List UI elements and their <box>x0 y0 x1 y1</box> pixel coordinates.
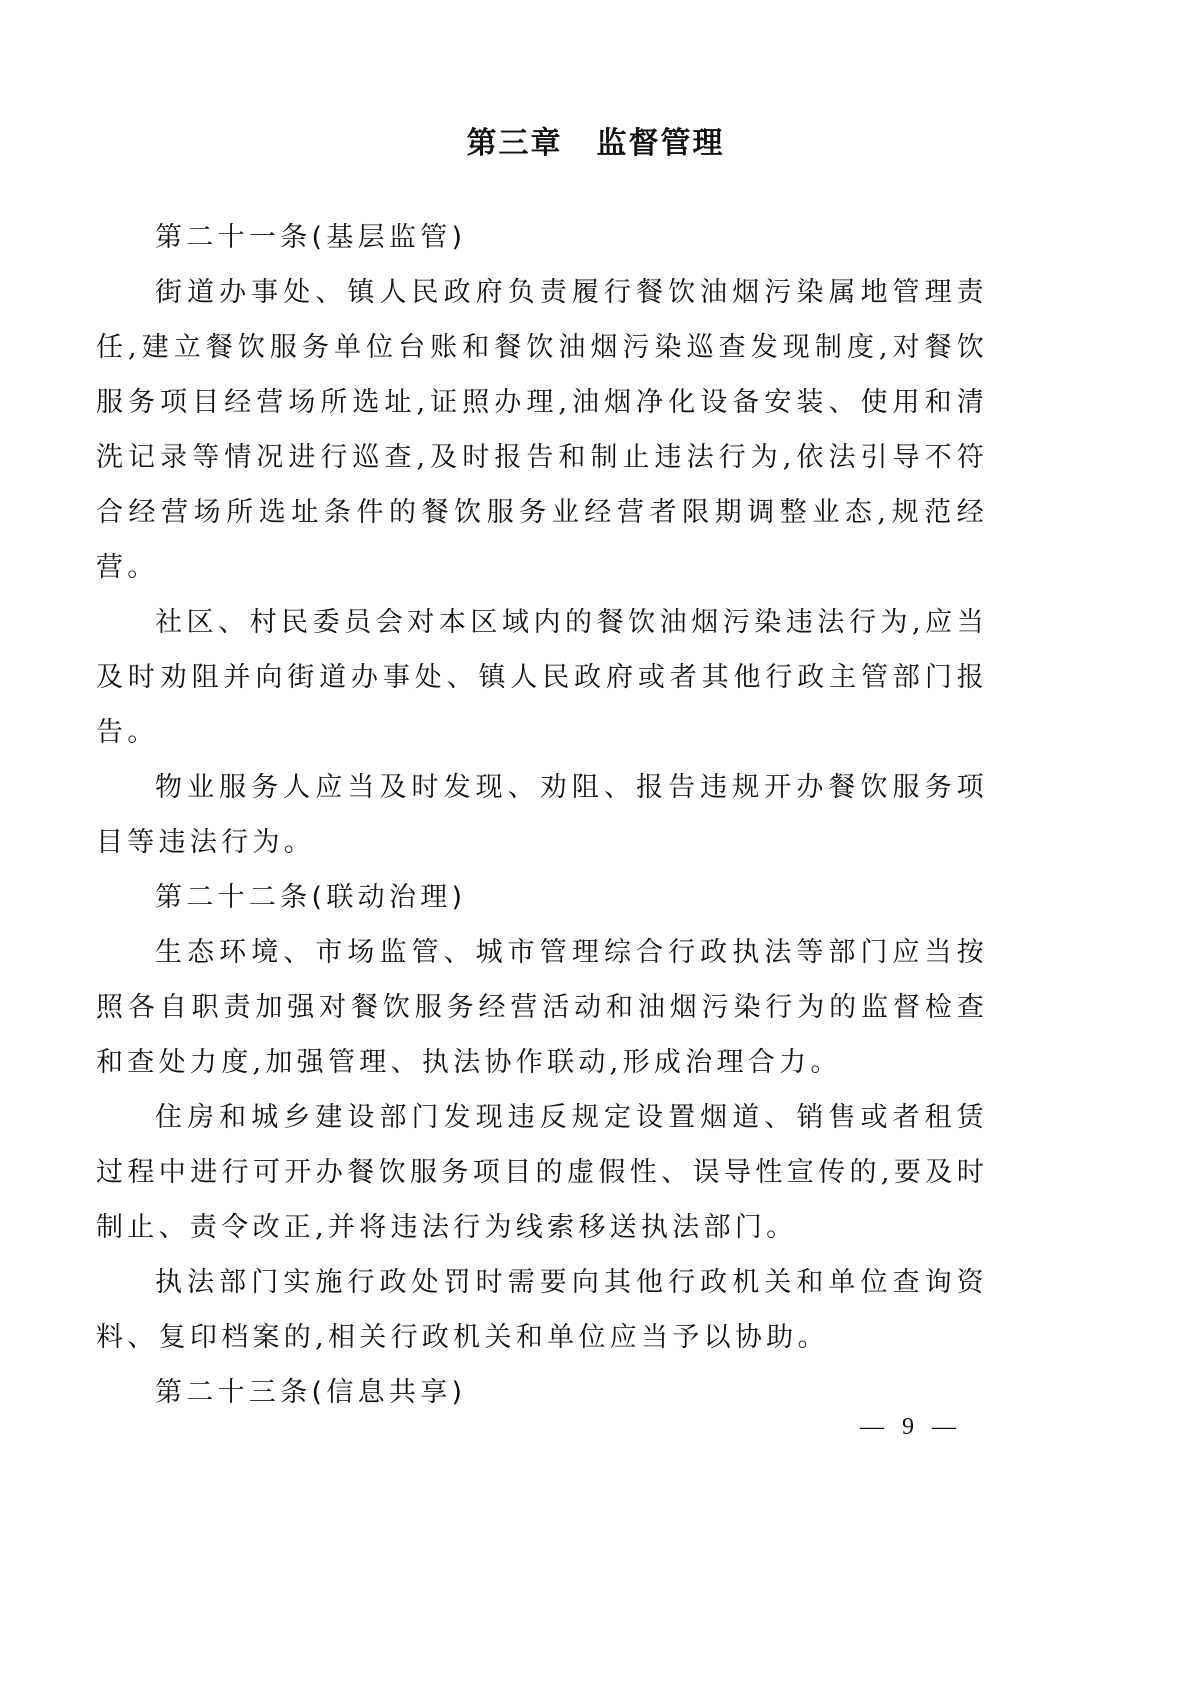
paragraph-22-3: 执法部门实施行政处罚时需要向其他行政机关和单位查询资料、复印档案的,相关行政机关和单位应当予以协助。 <box>96 1267 988 1353</box>
page-number: — 9 — <box>860 1414 962 1440</box>
paragraph-22-2: 住房和城乡建设部门发现违反规定设置烟道、销售或者租赁过程中进行可开办餐饮服务项目的虚假性、误导性宣传的,要及时制止、责令改正,并将违法行为线索移送执法部门。 <box>96 1102 988 1243</box>
chapter-heading <box>0 118 1191 162</box>
chapter-number: 第三章 <box>466 126 563 161</box>
paragraph-21-3: 物业服务人应当及时发现、劝阻、报告违规开办餐饮服务项目等违法行为。 <box>96 772 988 858</box>
paragraph-21-2: 社区、村民委员会对本区域内的餐饮油烟污染违法行为,应当及时劝阻并向街道办事处、镇人民政府或者其他行政主管部门报告。 <box>96 607 988 748</box>
article-heading-21: 第二十一条(基层监管) <box>155 222 467 253</box>
paragraph-21-1: 街道办事处、镇人民政府负责履行餐饮油烟污染属地管理责任,建立餐饮服务单位台账和餐饮油烟污染巡查发现制度,对餐饮服务项目经营场所选址,证照办理,油烟净化设备安装、使用和清洗记录等情况进行巡查,及时报告和制止违法行为,依法引导不符合经营场所选址条件的餐饮服务业经营者限期调整业态,规范经营。 <box>96 277 988 583</box>
document-body <box>96 210 988 1420</box>
chapter-title: 监督管理 <box>596 126 725 161</box>
article-heading-23: 第二十三条(信息共享) <box>155 1377 467 1408</box>
article-heading-22: 第二十二条(联动治理) <box>155 882 467 913</box>
paragraph-22-1: 生态环境、市场监管、城市管理综合行政执法等部门应当按照各自职责加强对餐饮服务经营活动和油烟污染行为的监督检查和查处力度,加强管理、执法协作联动,形成治理合力。 <box>96 937 988 1078</box>
